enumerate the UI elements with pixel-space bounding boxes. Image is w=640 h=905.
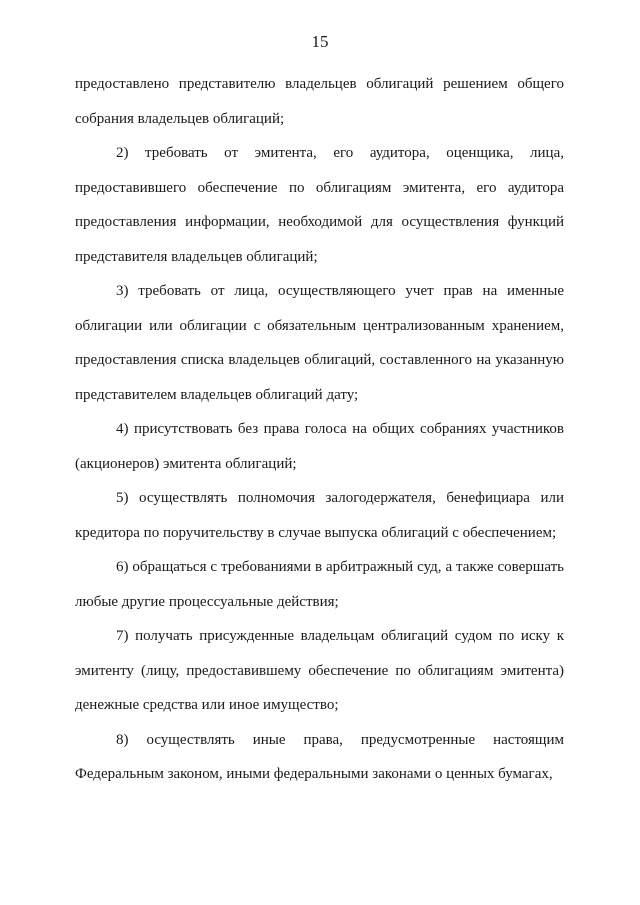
list-item-7: 7) получать присужденные владельцам облигаций судом по иску к эмитенту (лицу, предоставившему обеспечение по облигациям эмитента) денежные средства или иное имущество;: [75, 628, 564, 713]
list-item-8: 8) осуществлять иные права, предусмотренные настоящим Федеральным законом, иными федеральными законами о ценных бумагах,: [75, 731, 564, 782]
document-body: [75, 67, 564, 792]
list-item-2: 2) требовать от эмитента, его аудитора, оценщика, лица, предоставившего обеспечение по облигациям эмитента, его аудитора предоставления информации, необходимой для осуществления функций представителя владельцев облигаций;: [75, 145, 564, 265]
list-item-4: 4) присутствовать без права голоса на общих собраниях участников (акционеров) эмитента облигаций;: [75, 421, 564, 472]
paragraph-continuation: предоставлено представителю владельцев облигаций решением общего собрания владельцев облигаций;: [75, 76, 564, 127]
page-number: 15: [311, 32, 329, 51]
list-item-5: 5) осуществлять полномочия залогодержателя, бенефициара или кредитора по поручительству в случае выпуска облигаций с обеспечением;: [75, 490, 564, 541]
list-item-6: 6) обращаться с требованиями в арбитражный суд, а также совершать любые другие процессуальные действия;: [75, 559, 564, 610]
list-item-3: 3) требовать от лица, осуществляющего учет прав на именные облигации или облигации с обязательным централизованным хранением, предоставления списка владельцев облигаций, составленного на указанную представителем владельцев облигаций дату;: [75, 283, 564, 403]
